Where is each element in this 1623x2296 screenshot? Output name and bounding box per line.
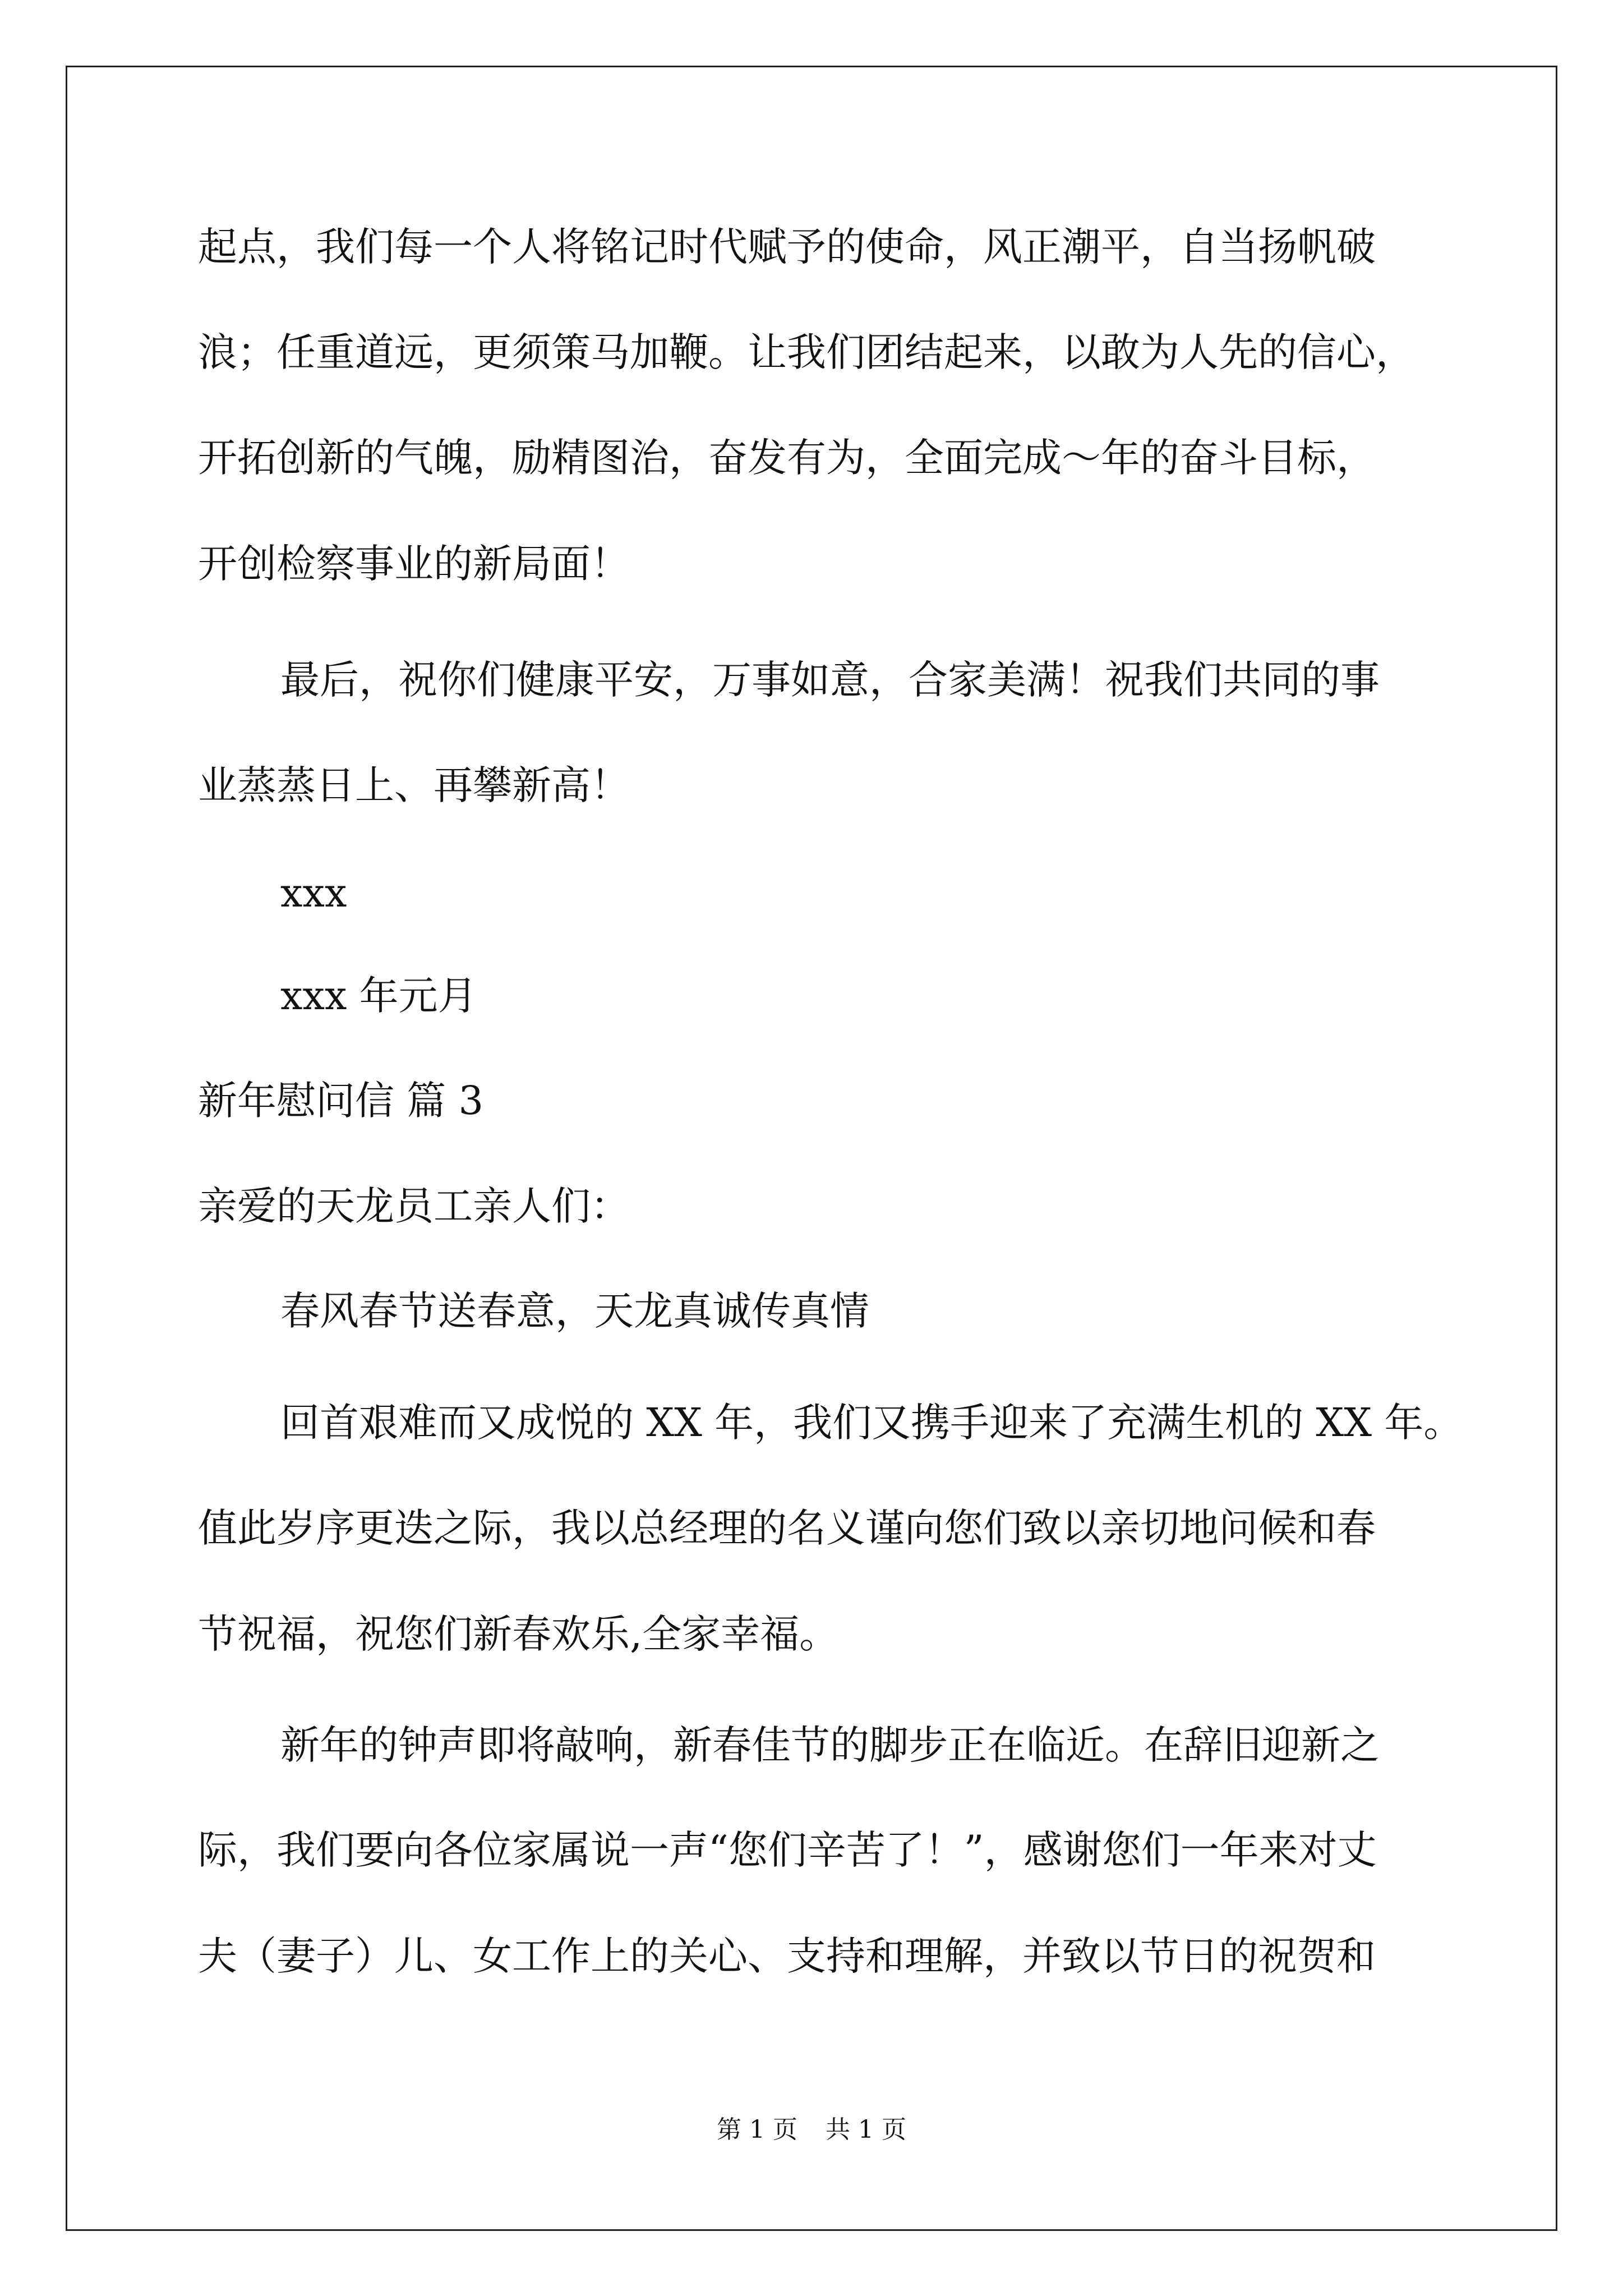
- body-line-2: 浪；任重道远，更须策马加鞭。让我们团结起来，以敢为人先的信心，: [198, 329, 1415, 375]
- body-line-14: 节祝福，祝您们新春欢乐,全家幸福。: [198, 1611, 839, 1657]
- body-line-15: 新年的钟声即将敲响，新春佳节的脚步正在临近。在辞旧迎新之: [280, 1722, 1380, 1768]
- page-number-total: 共 1 页: [826, 2115, 906, 2144]
- body-line-5: 最后，祝你们健康平安，万事如意，合家美满！祝我们共同的事: [280, 657, 1380, 703]
- body-line-3: 开拓创新的气魄，励精图治，奋发有为，全面完成～年的奋斗目标，: [198, 435, 1376, 481]
- body-line-1: 起点，我们每一个人将铭记时代赋予的使命，风正潮平，自当扬帆破: [198, 224, 1376, 270]
- body-line-12: 回首艰难而又成悦的 XX 年，我们又携手迎来了充满生机的 XX 年。: [280, 1400, 1463, 1446]
- section-title: 新年慰问信 篇 3: [198, 1078, 484, 1124]
- body-line-16: 际，我们要向各位家属说一声“您们辛苦了！”，感谢您们一年来对丈: [198, 1827, 1377, 1873]
- salutation: 亲爱的天龙员工亲人们：: [198, 1183, 630, 1229]
- body-line-6: 业蒸蒸日上、再攀新高！: [198, 762, 630, 808]
- body-line-17: 夫（妻子）儿、女工作上的关心、支持和理解，并致以节日的祝贺和: [198, 1933, 1376, 1979]
- body-line-4: 开创检察事业的新局面！: [198, 541, 630, 587]
- signature-name: xxx: [280, 870, 347, 916]
- page-number-current: 第 1 页: [717, 2115, 797, 2144]
- signature-date: xxx 年元月: [280, 973, 477, 1019]
- page-footer: [0, 2113, 1623, 2147]
- body-line-13: 值此岁序更迭之际，我以总经理的名义谨向您们致以亲切地问候和春: [198, 1505, 1376, 1551]
- page-border: [66, 66, 1557, 2231]
- body-line-11: 春风春节送春意，天龙真诚传真情: [280, 1288, 869, 1334]
